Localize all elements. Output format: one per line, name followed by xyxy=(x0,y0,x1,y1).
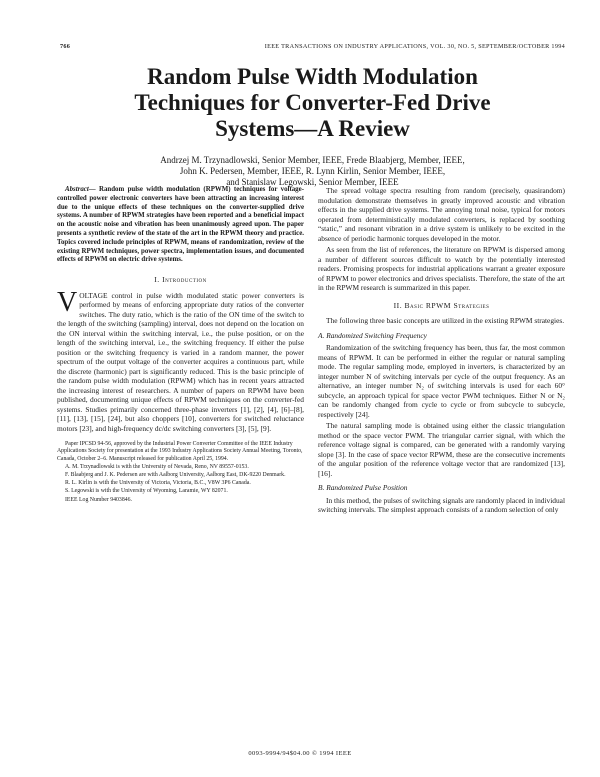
body-paragraph: The natural sampling mode is obtained using either the classic triangulation method or the space vector PWM. The triangular carrier signal, with which the reference voltage signal is compared, can be generated with a randomly varying slope [3]. In the case of space vector RPWM, these are the consecutive increments of the angular position of the reference voltage vector that are randomized [13], [16]. xyxy=(318,421,565,478)
title-line: Systems—A Review xyxy=(215,116,410,141)
body-paragraph: The spread voltage spectra resulting from random (precisely, quasirandom) modulation demonstrate themselves in greatly improved acoustic and vibration effects in the supplied drive systems. The annoying tonal noise, typical for motors operated from deterministically modulated converters, is replaced by soothing “static,” and resonant vibration in a drive system is unlikely to be excited in the absence of periodic harmonic torques developed in the motor. xyxy=(318,186,565,243)
author-line: Andrzej M. Trzynadlowski, Senior Member, IEEE, Frede Blaabjerg, Member, IEEE, xyxy=(160,155,465,165)
journal-citation: IEEE TRANSACTIONS ON INDUSTRY APPLICATIONS, VOL. 30, NO. 5, SEPTEMBER/OCTOBER 1994 xyxy=(264,43,565,50)
intro-paragraph-text: OLTAGE control in pulse width modulated static power converters is performed by means of enforcing appropriate duty ratios of the converter switches. The duty ratio, which is the ratio of the ON time of the switch to the length of the switching (sampling) interval, does not depend on the location on the ON interval within the switching interval, i.e., the pulse position, or on the length of the switching interval, i.e., the switching frequency. If either the pulse position or the switching frequency is varied in a random manner, the power spectrum of the output voltage of the converter acquires a continuous part, while the discrete (harmonic) part is significantly reduced. This is the basic principle of the random pulse width modulation (RPWM) which has in recent years attracted the increasing interest of researchers. A number of papers on RPWM have been published, documenting unique effects of RPWM techniques on the converter-fed systems. Studies primarily concerned three-phase inverters [1], [2], [4], [6]–[8], [11], [13], [15], [24], but also choppers [10], converters for switched reluctance motors [23], and high-frequency dc/dc switching converters [3], [5], [9]. xyxy=(57,290,304,433)
body-paragraph: Randomization of the switching frequency has been, thus far, the most common means of RPWM. It can be performed in either the regular or natural sampling mode. The regular sampling mode, employed in inverters, is characterized by an integer number N of switching intervals per cycle of the output frequency. As an alternative, an integer number N₂ of switching intervals is used for each 60° subcycle, an approach typical for space vector PWM techniques. Either N or N₂ can be randomly changed from cycle to cycle or from subcycle to subcycle, respectively [24]. xyxy=(318,343,565,419)
footnote: S. Legowski is with the University of Wyoming, Laramie, WY 82071. xyxy=(65,488,228,495)
left-column xyxy=(57,186,304,505)
running-head xyxy=(60,43,565,50)
section-heading-basic-strategies: II. Basic RPWM Strategies xyxy=(393,300,490,310)
footnote: F. Blaabjerg and J. K. Pedersen are with Aalborg University, Aalborg East, DK-9220 Denmark. xyxy=(65,471,286,478)
drop-cap: V xyxy=(57,286,78,318)
paper-title xyxy=(60,64,565,142)
footnote: A. M. Trzynadlowski is with the University of Nevada, Reno, NV 89557-0153. xyxy=(65,463,249,470)
footnote: Paper IPCSD 94-56, approved by the Industrial Power Converter Committee of the IEEE Industry Applications Society for presentation at the 1993 Industry Applications Society Annual Meeting, Toronto, Canada, October 2–6. Manuscript released for publication April 25, 1994. xyxy=(57,441,303,462)
author-line: and Stanislaw Legowski, Senior Member, IEEE xyxy=(226,177,399,187)
title-line: Techniques for Converter-Fed Drive xyxy=(134,90,491,115)
title-line: Random Pulse Width Modulation xyxy=(147,64,478,89)
right-column xyxy=(318,186,565,517)
footnote: R. L. Kirlin is with the University of Victoria, Victoria, B.C., V8W 3P6 Canada. xyxy=(65,480,251,487)
subsection-heading-randomized-switching: A. Randomized Switching Frequency xyxy=(318,330,427,340)
body-paragraph: The following three basic concepts are utilized in the existing RPWM strategies. xyxy=(326,316,565,325)
body-paragraph: As seen from the list of references, the literature on RPWM is dispersed among a number of different sources difficult to watch by the potentially interested readers. Promising prospects for industrial applications warrant a greater exposure of RPWM to power electronics and drives specialists. Therefore, the state of the art in the RPWM research is summarized in this paper. xyxy=(318,245,565,292)
abstract-text: Random pulse width modulation (RPWM) techniques for voltage-controlled power electronic converters have been attracting an increasing interest due to the unique effects of these techniques on the converter-supplied drive systems. A number of RPWM strategies have been reported and a beneficial impact on the acoustic noise and vibration has been unanimously agreed upon. The paper presents a synthetic review of the state of the art in the RPWM theory and practice. Topics covered include principles of RPWM, means of randomization, review of the existing RPWM techniques, power spectra, implementation issues, and documented effects of RPWM on electric drive systems. xyxy=(57,186,304,264)
copyright-line: 0093-9994/94$04.00 © 1994 IEEE xyxy=(248,750,352,757)
author-line: John K. Pedersen, Member, IEEE, R. Lynn Kirlin, Senior Member, IEEE, xyxy=(179,166,446,176)
page-number: 766 xyxy=(60,43,71,50)
abstract xyxy=(57,186,304,265)
subsection-heading-randomized-pulse-position: B. Randomized Pulse Position xyxy=(318,483,408,492)
author-list xyxy=(60,155,565,188)
footnote: IEEE Log Number 9403846. xyxy=(65,496,132,503)
intro-paragraph xyxy=(57,286,304,434)
abstract-label: Abstract— xyxy=(65,186,96,193)
body-paragraph: In this method, the pulses of switching signals are randomly placed in individual switching intervals. The simplest approach consists of a random selection of only xyxy=(318,495,565,514)
section-heading-introduction: I. Introduction xyxy=(154,275,207,285)
footnotes xyxy=(57,441,304,504)
